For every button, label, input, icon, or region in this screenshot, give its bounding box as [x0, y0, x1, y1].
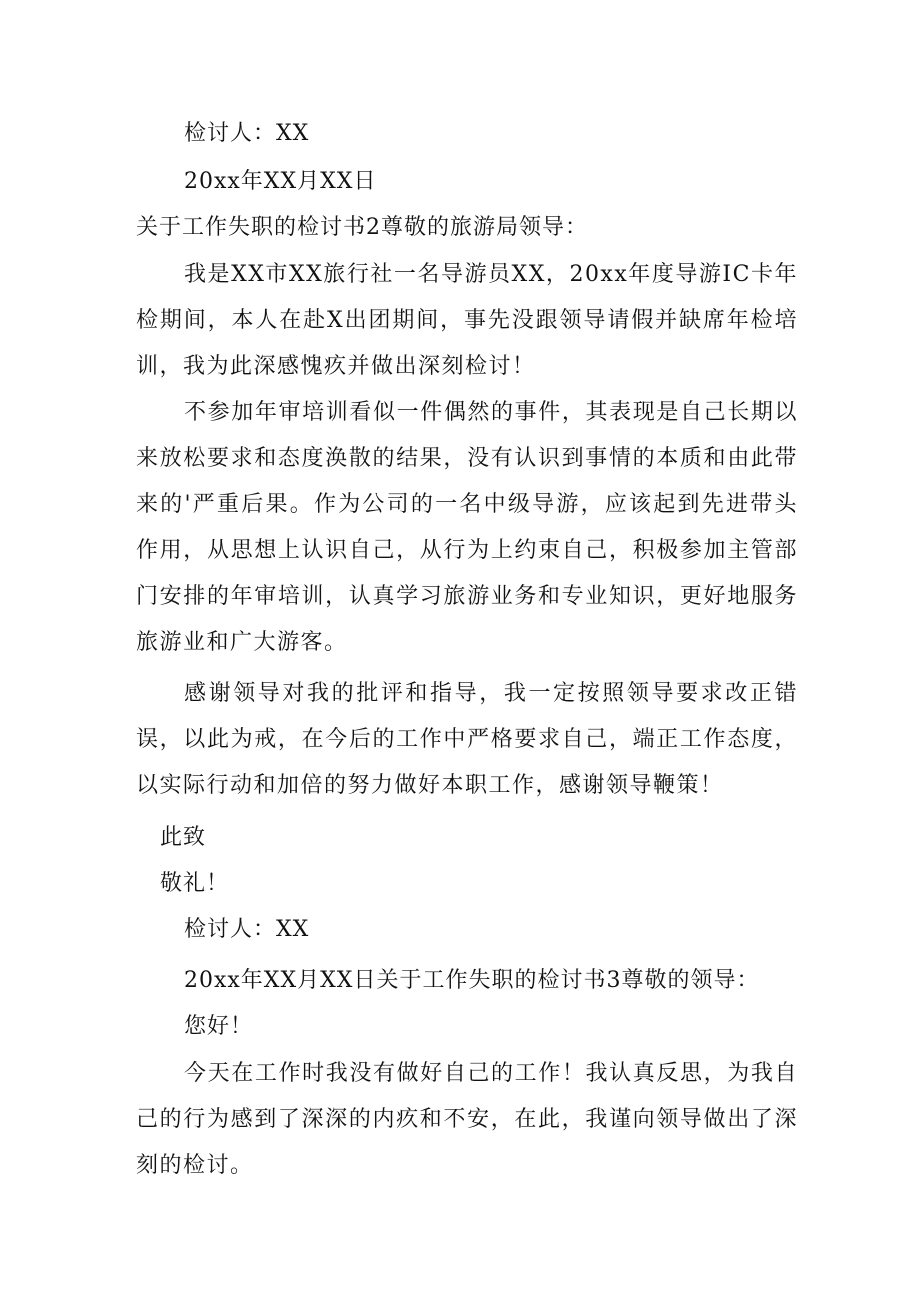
signer-line: 检讨人：XX	[184, 121, 310, 146]
date-line: 20xx年XX月XX日	[184, 169, 377, 194]
section-heading-2: 关于工作失职的检讨书2尊敬的旅游局领导：	[136, 215, 588, 240]
paragraph-4: 今天在工作时我没有做好自己的工作！我认真反思，为我自己的行为感到了深深的内疚和不安，在此，我谨向领导做出了深刻的检讨。	[136, 1061, 798, 1178]
date-and-heading-3: 20xx年XX月XX日关于工作失职的检讨书3尊敬的领导：	[184, 968, 760, 993]
closing-respect: 敬礼！	[160, 871, 230, 896]
paragraph-2: 不参加年审培训看似一件偶然的事件，其表现是自己长期以来放松要求和态度涣散的结果，没有认识到事情的本质和由此带来的'严重后果。作为公司的一名中级导游，应该起到先进带头作用，从思想上认识自己，从行为上约束自己，积极参加主管部门安排的年审培训，认真学习旅游业务和专业知识，更好地服务旅游业和广大游客。	[136, 400, 798, 655]
paragraph-1: 我是XX市XX旅行社一名导游员XX，20xx年度导游IC卡年检期间，本人在赴X出团期间，事先没跟领导请假并缺席年检培训，我为此深感愧疚并做出深刻检讨！	[136, 262, 798, 379]
paragraph-3: 感谢领导对我的批评和指导，我一定按照领导要求改正错误，以此为戒，在今后的工作中严格要求自己，端正工作态度，以实际行动和加倍的努力做好本职工作，感谢领导鞭策！	[136, 681, 798, 798]
closing-salutation: 此致	[160, 825, 207, 850]
signer-line-2: 检讨人：XX	[184, 917, 310, 942]
greeting-line: 您好！	[184, 1014, 254, 1039]
